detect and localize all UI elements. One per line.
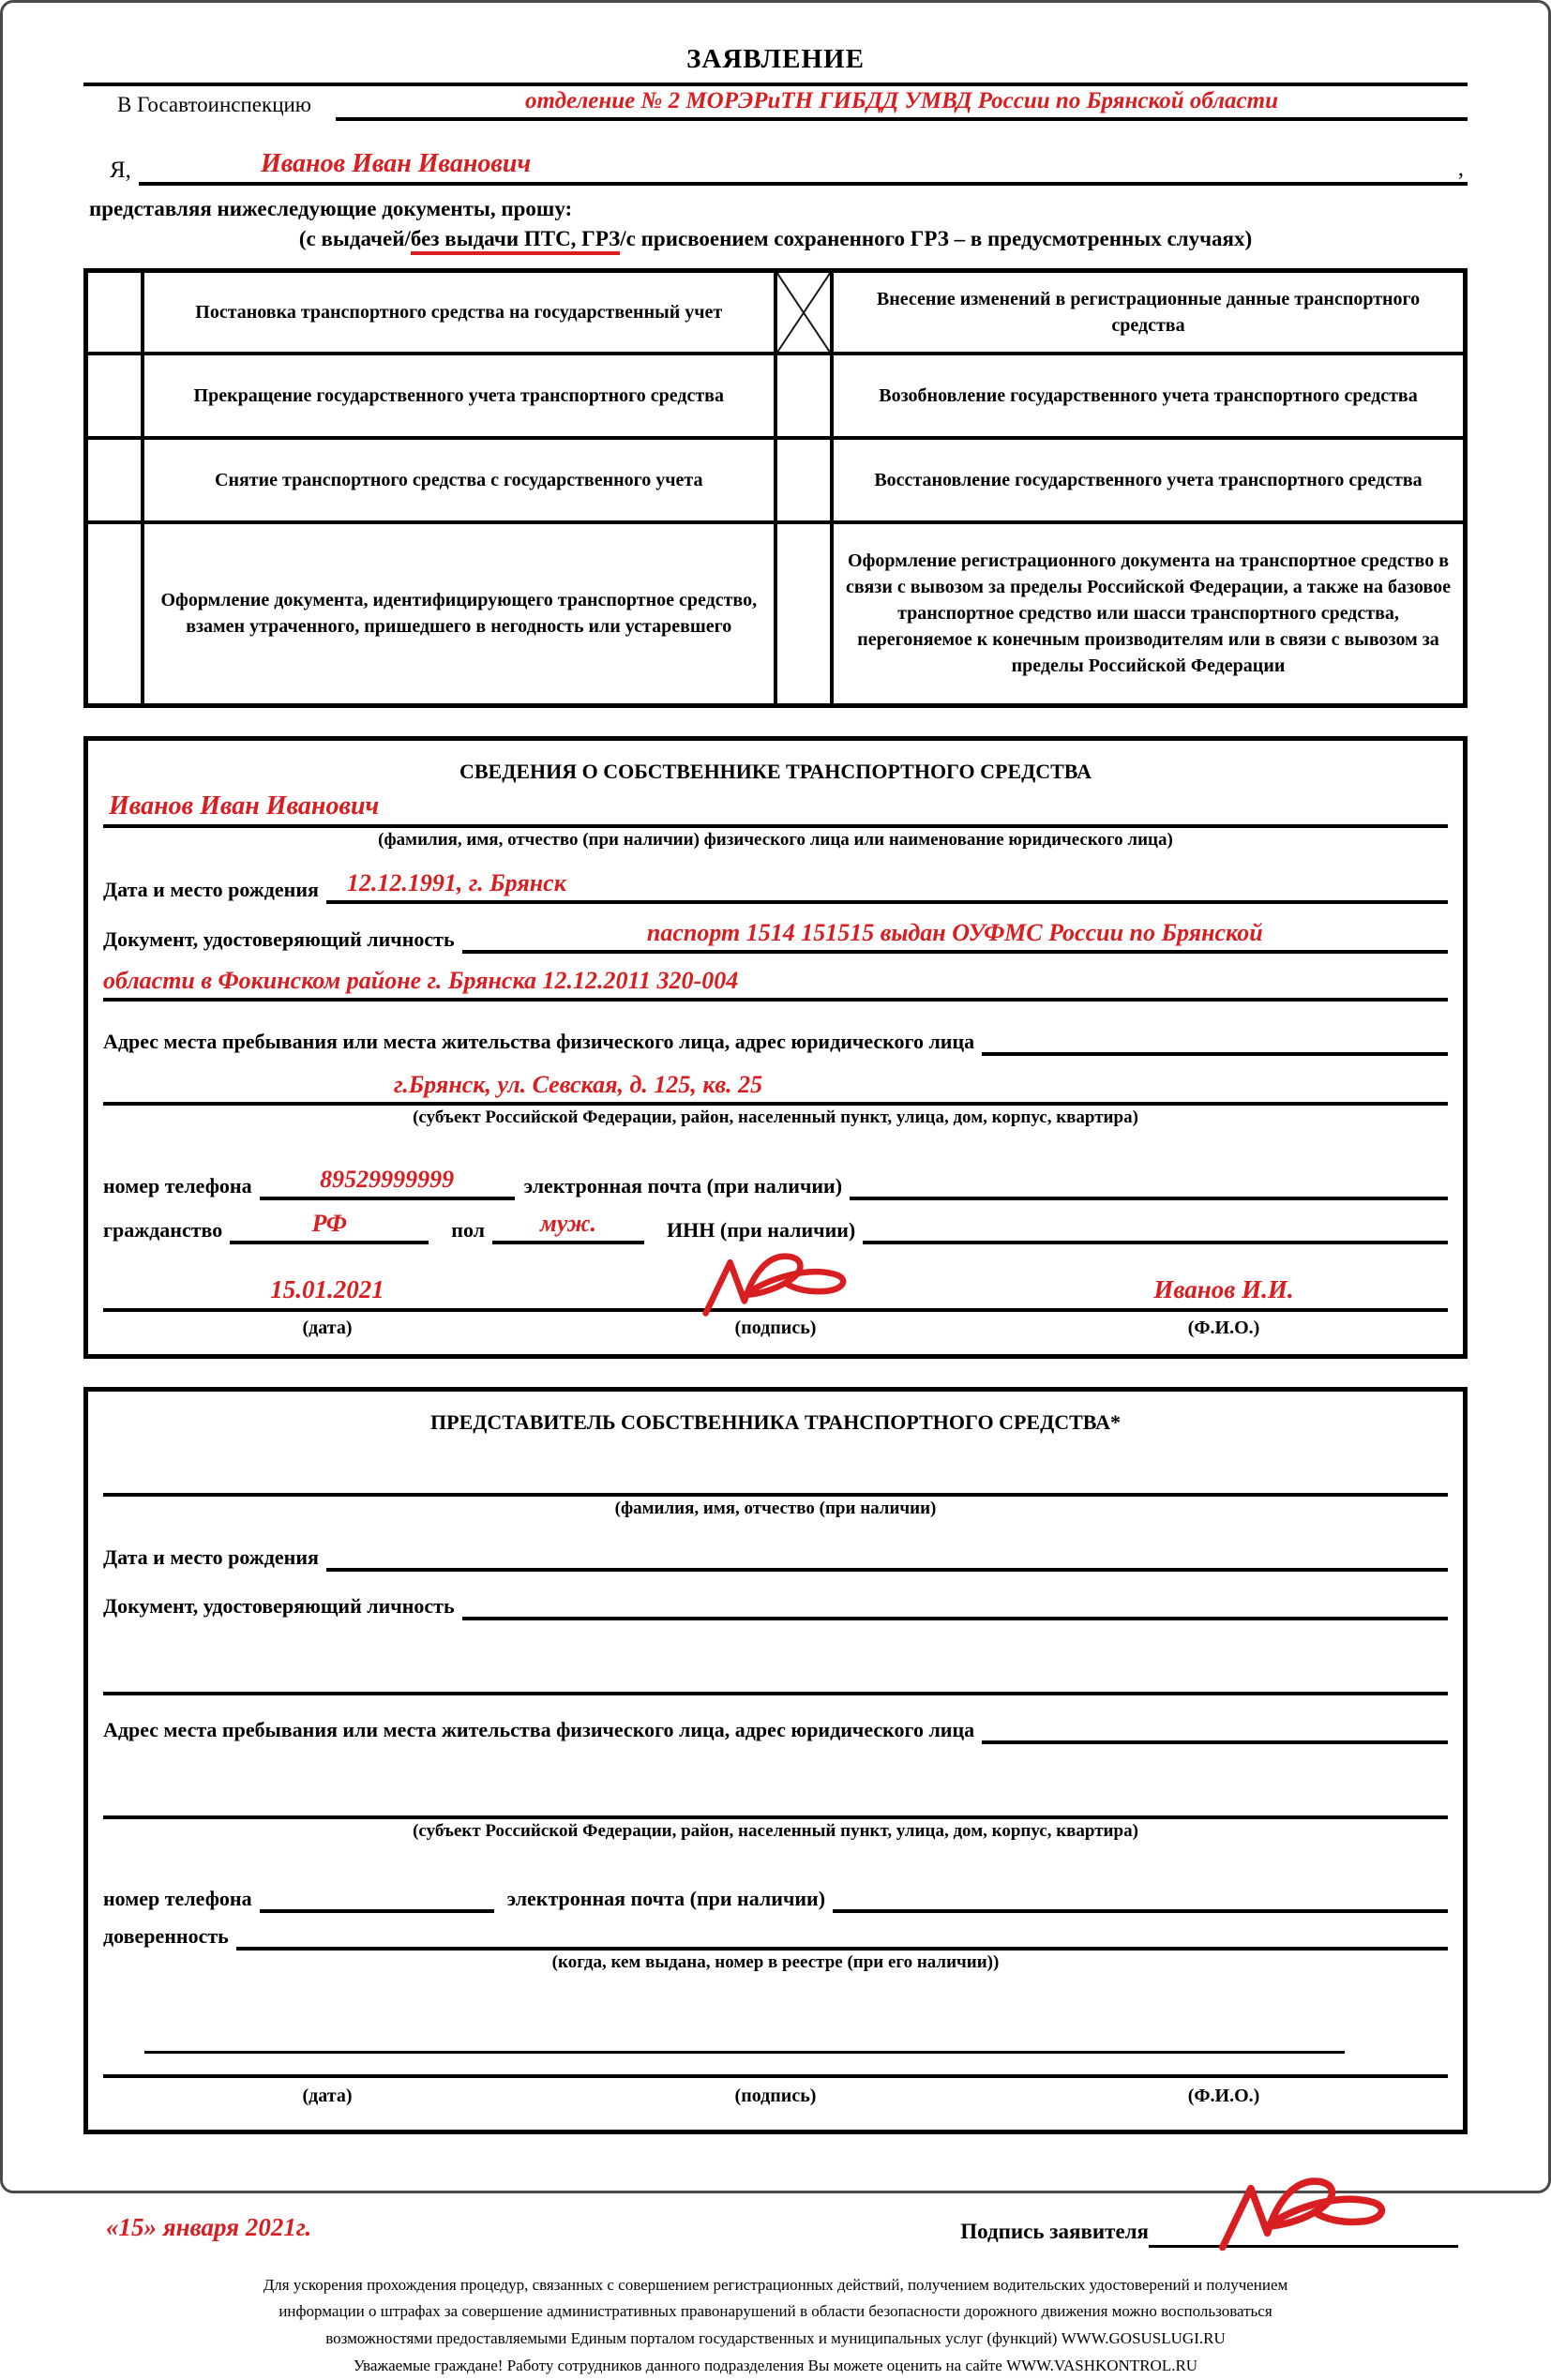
owner-birth-label: Дата и место рождения — [103, 878, 319, 902]
applicant-row — [83, 149, 1468, 186]
owner-name-hint: (фамилия, имя, отчество (при наличии) физического лица или наименование юридического лица) — [378, 830, 1173, 851]
footer-note-line: Для ускорения прохождения процедур, связанных с совершением регистрационных действий, получением водительских удостоверений и получением — [263, 2275, 1288, 2294]
owner-gender-label: пол — [451, 1217, 486, 1242]
owner-phone-label: номер телефона — [103, 1173, 252, 1198]
owner-section — [83, 736, 1468, 1359]
rep-address-field[interactable] — [982, 1712, 1448, 1744]
action-label: Оформление документа, идентифицирующего транспортное средство, взамен утраченного, пришедшего в негодность или устаревшего — [143, 522, 776, 706]
owner-date-value: 15.01.2021 — [270, 1275, 384, 1304]
rep-birth-label: Дата и место рождения — [103, 1544, 319, 1569]
to-inspection-label: В Госавтоинспекцию — [117, 93, 311, 116]
registration-actions-table — [83, 268, 1468, 708]
owner-id-field-line2[interactable] — [103, 967, 1448, 1002]
rep-fio-hint: (Ф.И.О.) — [1187, 2085, 1260, 2106]
owner-signature-icon — [699, 1248, 853, 1319]
owner-citizenship-row — [103, 1210, 1448, 1244]
action-label: Постановка транспортного средства на государственный учет — [143, 271, 776, 354]
options-selected[interactable]: без выдачи ПТС, ГРЗ — [411, 227, 620, 255]
owner-date-hint: (дата) — [302, 1317, 353, 1338]
rep-email-field[interactable] — [833, 1881, 1448, 1913]
checkbox-right-row3[interactable] — [776, 438, 832, 522]
rep-address-hint: (субъект Российской Федерации, район, населенный пункт, улица, дом, корпус, квартира) — [413, 1820, 1138, 1841]
action-label: Прекращение государственного учета транспортного средства — [143, 354, 776, 438]
owner-address-hint: (субъект Российской Федерации, район, населенный пункт, улица, дом, корпус, квартира) — [413, 1107, 1138, 1127]
checkbox-right-row2[interactable] — [776, 354, 832, 438]
checkbox-left-row4[interactable] — [86, 522, 143, 706]
owner-email-field[interactable] — [850, 1168, 1448, 1200]
owner-address-field[interactable] — [982, 1024, 1448, 1056]
table-row — [86, 522, 1466, 706]
rep-address-value-line[interactable] — [103, 1785, 1448, 1819]
owner-id-row — [103, 919, 1448, 954]
rep-poa-hint: (когда, кем выдана, номер в реестре (при его наличии)) — [551, 1951, 1000, 1972]
owner-address-value-line[interactable] — [103, 1071, 1448, 1106]
footer-notes — [152, 2272, 1399, 2380]
options-line — [83, 227, 1468, 251]
owner-phone-field[interactable] — [260, 1166, 515, 1200]
owner-email-label: электронная почта (при наличии) — [523, 1173, 843, 1198]
options-suffix: /с присвоением сохраненного ГРЗ – в предусмотренных случаях) — [620, 227, 1253, 250]
rep-poa-label: доверенность — [103, 1923, 229, 1948]
owner-id-value-line1: паспорт 1514 151515 выдан ОУФМС России по Брянской — [646, 919, 1263, 947]
owner-fio-hint: (Ф.И.О.) — [1187, 1317, 1260, 1338]
rep-id-field[interactable] — [462, 1589, 1448, 1620]
applicant-signature-label: Подпись заявителя — [960, 2219, 1149, 2243]
owner-gender-value: муж. — [540, 1209, 597, 1237]
footer-note-line: информации о штрафах за совершение административных правонарушений в области безопасности дорожного движения можно воспользоваться — [279, 2302, 1272, 2321]
department-field[interactable]: отделение № 2 МОРЭРиТН ГИБДД УМВД России по Брянской области — [336, 88, 1468, 121]
owner-address-row — [103, 1024, 1448, 1056]
bottom-date-value: «15» января 2021г. — [106, 2212, 312, 2241]
rep-poa-field[interactable] — [236, 1919, 1448, 1951]
owner-id-field[interactable] — [462, 919, 1448, 954]
owner-hints-row — [103, 1318, 1448, 1339]
rep-name-field[interactable] — [103, 1463, 1448, 1497]
header-divider — [83, 83, 1468, 86]
bottom-row — [83, 2172, 1468, 2248]
footer-note-line: Уважаемые граждане! Работу сотрудников данного подразделения Вы можете оценить на сайте WWW.VASHKONTROL.RU — [353, 2357, 1198, 2375]
to-inspection-row — [83, 88, 1468, 121]
applicant-signature-block — [960, 2172, 1458, 2248]
owner-inn-field[interactable] — [863, 1213, 1448, 1244]
rep-email-label: электронная почта (при наличии) — [506, 1886, 826, 1910]
intro-text: представляя нижеследующие документы, прошу: — [89, 197, 573, 220]
owner-signature-row — [103, 1248, 1448, 1312]
rep-sign-hint: (подпись) — [734, 2085, 817, 2106]
checkbox-right-row4[interactable] — [776, 522, 832, 706]
rep-hints-row — [103, 2074, 1448, 2107]
owner-phone-row — [103, 1166, 1448, 1200]
rep-address-row — [103, 1712, 1448, 1744]
owner-citizenship-value: РФ — [311, 1209, 347, 1237]
owner-address-label: Адрес места пребывания или места жительства физического лица, адрес юридического лица — [103, 1029, 975, 1053]
rep-id-label: Документ, удостоверяющий личность — [103, 1593, 455, 1618]
owner-gender-field[interactable] — [492, 1210, 644, 1244]
action-label: Снятие транспортного средства с государственного учета — [143, 438, 776, 522]
owner-inn-label: ИНН (при наличии) — [667, 1217, 856, 1242]
applicant-signature-field[interactable] — [1149, 2172, 1458, 2248]
owner-section-title: СВЕДЕНИЯ О СОБСТВЕННИКЕ ТРАНСПОРТНОГО СРЕДСТВА — [459, 760, 1092, 783]
i-label: Я, — [110, 158, 131, 183]
table-row — [86, 354, 1466, 438]
rep-id-row — [103, 1589, 1448, 1620]
owner-birth-row — [103, 869, 1448, 904]
owner-address-value: г.Брянск, ул. Севская, д. 125, кв. 25 — [394, 1070, 763, 1098]
owner-birth-field[interactable] — [326, 869, 1448, 904]
rep-phone-label: номер телефона — [103, 1886, 252, 1910]
table-row — [86, 438, 1466, 522]
representative-section-title: ПРЕДСТАВИТЕЛЬ СОБСТВЕННИКА ТРАНСПОРТНОГО СРЕДСТВА* — [430, 1409, 1121, 1434]
rep-birth-row — [103, 1540, 1448, 1572]
rep-poa-row — [103, 1919, 1448, 1951]
options-prefix: (с выдачей/ — [298, 227, 411, 250]
applicant-name-field[interactable] — [139, 149, 1468, 186]
owner-name-value: Иванов Иван Иванович — [109, 791, 380, 821]
rep-id-field-line2[interactable] — [103, 1662, 1448, 1695]
page-title: ЗАЯВЛЕНИЕ — [686, 44, 865, 74]
rep-extra-line[interactable] — [144, 2020, 1345, 2054]
owner-id-label: Документ, удостоверяющий личность — [103, 926, 455, 951]
checkbox-left-row2[interactable] — [86, 354, 143, 438]
owner-citizenship-field[interactable] — [230, 1210, 429, 1244]
rep-phone-field[interactable] — [260, 1881, 494, 1913]
rep-name-hint: (фамилия, имя, отчество (при наличии) — [614, 1498, 937, 1518]
owner-id-value-line2: области в Фокинском районе г. Брянска 12.12.2011 320-004 — [103, 966, 739, 994]
footer-note-line: возможностями предоставляемыми Единым порталом государственных и муниципальных услуг (функций) WWW.GOSUSLUGI.RU — [325, 2329, 1226, 2348]
applicant-signature-icon — [1212, 2172, 1395, 2254]
rep-date-hint: (дата) — [302, 2085, 353, 2106]
owner-signature-field[interactable] — [551, 1248, 1000, 1308]
checkbox-right-row1[interactable] — [776, 271, 832, 354]
action-label: Оформление регистрационного документа на транспортное средство в связи с вывозом за пределы Российской Федерации, а также на базовое транспортное средство или шасси транспортного средства, перегоняемое к конечным производителям или в связи с вывозом за пределы Российской Федерации — [832, 522, 1466, 706]
owner-sign-hint: (подпись) — [734, 1317, 817, 1338]
representative-section — [83, 1387, 1468, 2134]
owner-phone-value: 89529999999 — [320, 1165, 455, 1193]
checkbox-left-row3[interactable] — [86, 438, 143, 522]
action-label: Возобновление государственного учета транспортного средства — [832, 354, 1466, 438]
action-label: Восстановление государственного учета транспортного средства — [832, 438, 1466, 522]
owner-citizenship-label: гражданство — [103, 1217, 223, 1242]
owner-birth-value: 12.12.1991, г. Брянск — [346, 869, 566, 897]
applicant-name-value: Иванов Иван Иванович — [260, 149, 532, 178]
table-row — [86, 271, 1466, 354]
rep-address-label: Адрес места пребывания или места жительства физического лица, адрес юридического лица — [103, 1717, 975, 1741]
action-label: Внесение изменений в регистрационные данные транспортного средства — [832, 271, 1466, 354]
checkbox-left-row1[interactable] — [86, 271, 143, 354]
owner-fio-field[interactable] — [1000, 1275, 1448, 1307]
rep-phone-row — [103, 1881, 1448, 1913]
owner-date-field[interactable] — [103, 1275, 551, 1307]
rep-birth-field[interactable] — [326, 1540, 1448, 1572]
owner-name-field[interactable] — [103, 791, 1448, 828]
owner-fio-value: Иванов И.И. — [1153, 1275, 1294, 1304]
trailing-comma: , — [1457, 156, 1464, 181]
